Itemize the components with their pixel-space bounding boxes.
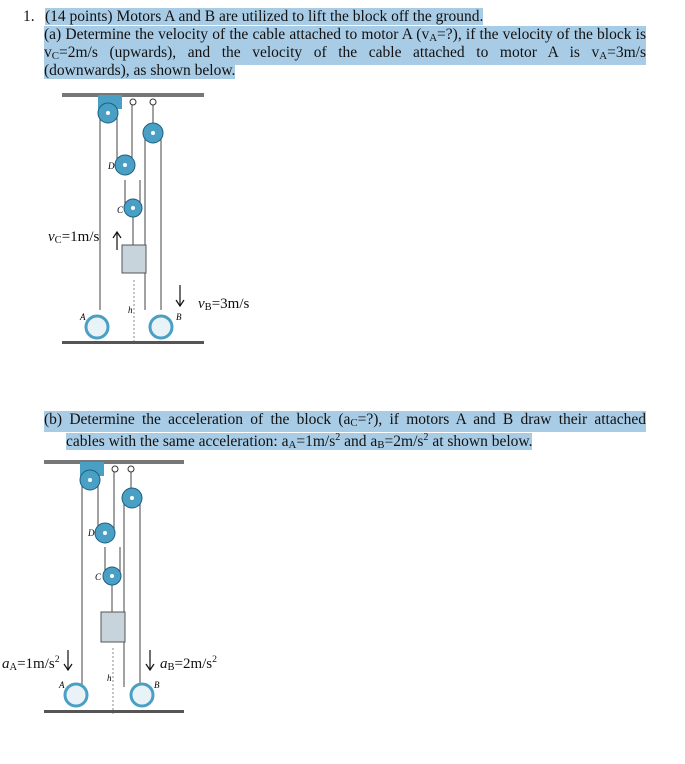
axle-b-1 (88, 478, 92, 482)
vb-label-a (198, 296, 249, 316)
axle-a-4 (131, 206, 135, 210)
aa-sup: 2 (54, 654, 60, 665)
ab-sub: B (167, 662, 175, 673)
pulley-label-c-a: C (117, 205, 124, 215)
ceiling-b (44, 460, 184, 464)
part-b-b-sup: 2 (423, 432, 429, 443)
part-b-line-1-sub: C (350, 417, 358, 429)
part-b-line-2 (66, 429, 532, 454)
problem-number: 1. (23, 8, 35, 25)
motor-label-b-b: B (154, 680, 160, 690)
part-a-line-2-v: v (44, 44, 52, 61)
hook-a-2 (150, 99, 156, 105)
height-a: h (128, 305, 133, 315)
part-b-a-sup: 2 (335, 432, 341, 443)
aa-label-b (2, 652, 60, 676)
motor-b-a (150, 316, 172, 338)
motor-a-b (65, 684, 87, 706)
part-a-line-2-sub: C (51, 50, 59, 62)
ab-sup: 2 (212, 654, 218, 665)
aa-val: =1m/s (17, 656, 55, 672)
axle-a-1 (106, 111, 110, 115)
vc-letter: v (48, 229, 55, 245)
figure-a (0, 85, 685, 355)
axle-a-2 (151, 131, 155, 135)
ab-val: =2m/s (174, 656, 213, 672)
vb-val: =3m/s (211, 296, 250, 312)
ground-b (44, 710, 184, 713)
block-b (101, 612, 125, 642)
aa-letter: a (2, 656, 10, 672)
part-b-b-sub: B (377, 439, 385, 451)
ab-letter: a (160, 656, 168, 672)
aa-sub: A (9, 662, 18, 673)
motor-label-a-b: A (59, 680, 65, 690)
part-b-a-text: cables with the same acceleration: a (66, 433, 289, 450)
figure-b (0, 452, 685, 722)
motor-label-a-a: A (80, 312, 86, 322)
part-b-a-sub: A (288, 439, 297, 451)
part-b-line-2-text (66, 433, 532, 450)
hook-b-2 (128, 466, 134, 472)
block-a (122, 245, 146, 273)
ground-a (62, 341, 204, 344)
hook-a-1 (130, 99, 136, 105)
ceiling-a (62, 93, 204, 97)
vc-label-a (48, 229, 99, 249)
part-b-line-1-end: =?), if motors A and B draw their attached (357, 411, 646, 428)
axle-b-4 (110, 574, 114, 578)
problem-header-text: (14 points) Motors A and B are utilized to lift the block off the ground. (45, 8, 484, 25)
part-b-line-1-text: (b) Determine the acceleration of the block (a (44, 411, 351, 428)
pulley-label-c-b: C (95, 572, 102, 582)
vc-val: =1m/s (61, 229, 100, 245)
pulley-label-d-b: D (88, 528, 95, 538)
part-b-a-val: =1m/s (296, 433, 336, 450)
motor-label-b-a: B (176, 312, 182, 322)
part-a-line-3 (44, 62, 235, 80)
height-b: h (107, 673, 112, 683)
pulley-label-d-a: D (108, 161, 115, 171)
part-b-and: and a (340, 433, 378, 450)
problem-header (45, 8, 483, 26)
part-a-line-3-text: (downwards), as shown below. (44, 62, 236, 79)
part-a-line-2-sub2: A (599, 50, 608, 62)
axle-a-3 (123, 163, 127, 167)
part-a-line-2-rest: =2m/s (upwards), and the velocity of the cable attached to motor A is v (58, 44, 600, 61)
ab-label-b (160, 652, 217, 676)
motor-a-a (86, 316, 108, 338)
part-a-line-1-sub: A (429, 32, 438, 44)
vc-sub: C (54, 235, 62, 246)
vb-letter: v (198, 296, 205, 312)
part-b-b-val: =2m/s (384, 433, 424, 450)
motor-b-b (131, 684, 153, 706)
axle-b-3 (103, 531, 107, 535)
part-a-line-1-end: =?), if the velocity of the block is (437, 26, 646, 43)
part-a-line-1-text: (a) Determine the velocity of the cable attached to motor A (v (44, 26, 430, 43)
axle-b-2 (130, 496, 134, 500)
vb-sub: B (204, 302, 212, 313)
part-a-line-2-end: =3m/s (607, 44, 646, 61)
part-b-end: at shown below. (428, 433, 533, 450)
hook-b-1 (112, 466, 118, 472)
